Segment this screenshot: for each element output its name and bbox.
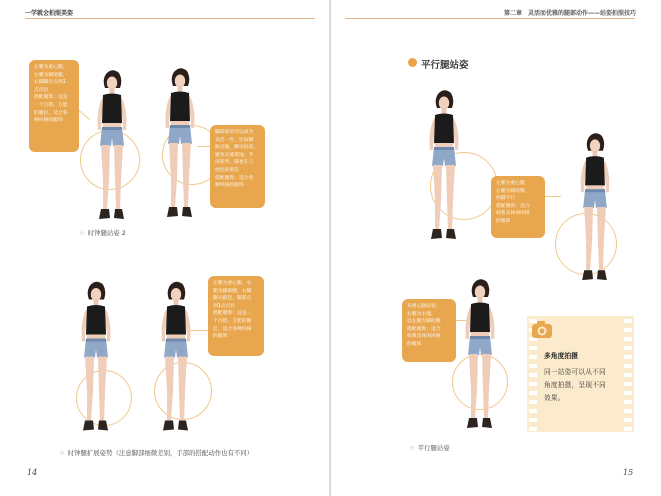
tip-box [527,316,634,432]
model-photo [146,277,206,442]
tip-heading: 多角度拍摄 [544,352,578,360]
model-photo [66,277,126,442]
page-number: 14 [27,468,38,477]
caption-text: 时钟腿站姿 2 [87,229,126,237]
annotation-note: 左腿为重心腿， 右腿为辅助腿， 右脚脚尖点到1 点点位 搭配服饰：这是 一个百搭、万能 的腿位，适合各 种风格的服饰 [29,60,79,152]
right-header-rule [345,18,635,19]
star-icon: ☆ [79,229,85,237]
caption-text: 时钟腿扩展姿势（注意脚部细微差别，手部的搭配动作也有不同） [67,449,254,457]
annotation-note: 双重心腿站姿， 右腿为主腿， 以左腿为辅助腿 搭配服饰：适合 韩系及休闲风格 的服饰 [402,299,456,362]
star-icon: ☆ [59,449,65,457]
section-title: 平行腿站姿 [421,60,469,71]
model-photo [150,66,210,226]
model-photo [82,68,142,228]
left-header-rule [25,18,315,19]
model-photo [450,276,510,438]
right-running-head: 第二章 灵活而优雅的腿部动作——站姿拍照技巧 [503,10,636,17]
left-page [0,0,330,496]
annotation-note: 左腿为重心腿，右 腿为辅助腿，右脚 脚尖踮起，脚掌点 到1点点位 搭配服饰：这是一 个百搭、万能的腿 位，适合各种风格 的服饰 [208,276,264,356]
film-perforation [624,316,632,432]
model-photo [565,131,625,289]
annotation-note: 左腿为重心腿， 右腿为辅助腿， 两脚平行 搭配服饰：适合 韩系及休闲风格 的服饰 [491,176,545,238]
page-number: 15 [623,468,634,477]
left-running-head: 一学就会拍照美姿 [25,10,74,17]
caption-text: 平行腿站姿 [417,444,450,452]
tip-body: 同一站姿可以从不同角度拍摄，呈现不同效果。 [544,368,607,402]
star-icon: ☆ [409,444,415,452]
model-photo [414,84,474,252]
photo-caption [59,448,253,457]
photo-caption [79,228,126,237]
leader-line [545,196,561,197]
photo-caption [409,443,450,452]
annotation-note: 脚部姿势可以流为 灵活一些，比如脚 跟点地，脚尖抬起， 避免尖部着地，手 部姿势，膝也在与 放松的姿态 搭配服饰：适合各 种风格的服饰 [210,125,265,208]
section-bullet-icon [408,58,417,67]
camera-icon [531,320,553,339]
